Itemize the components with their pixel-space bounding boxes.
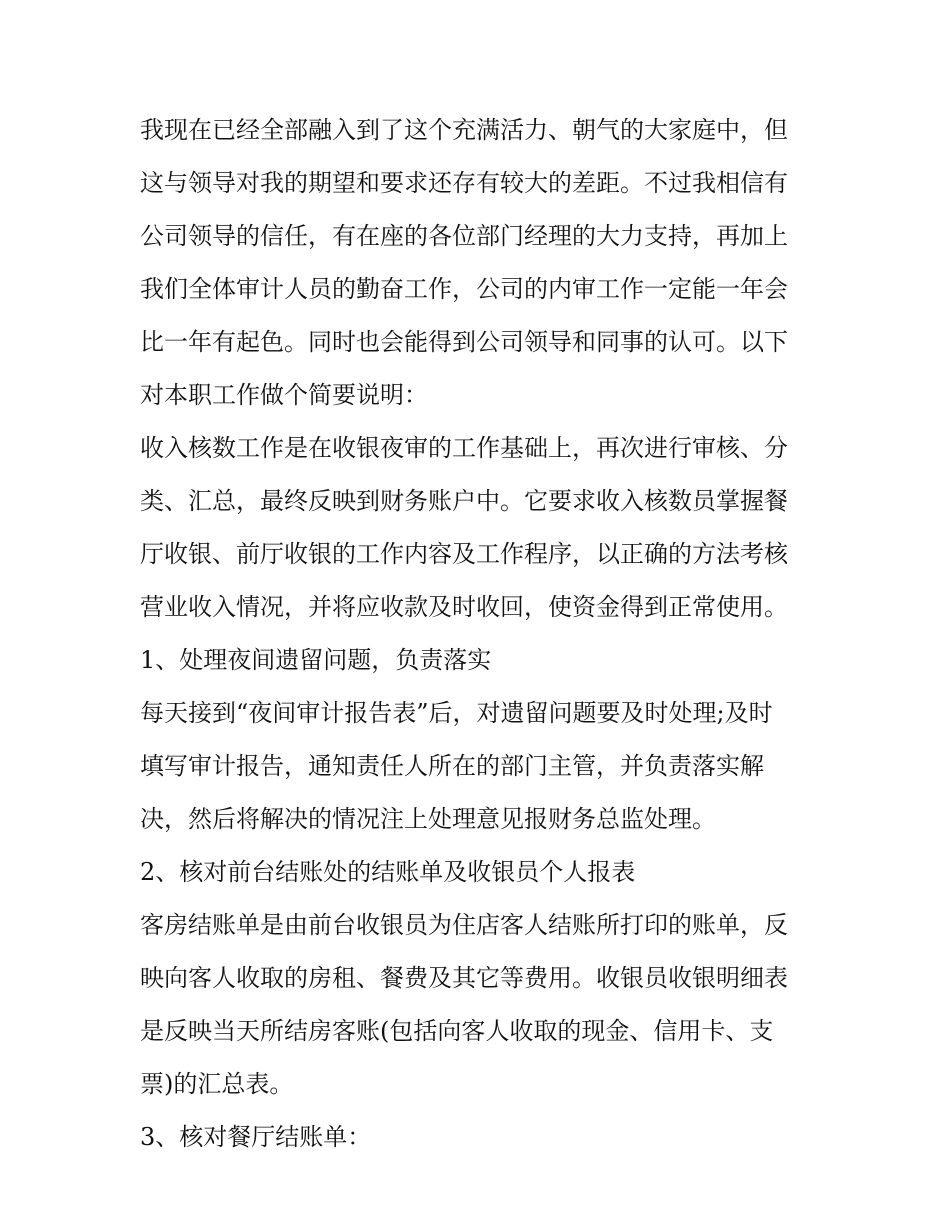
text-line-19: 票)的汇总表。 xyxy=(140,1070,294,1098)
text-line-6: 对本职工作做个简要说明： xyxy=(140,381,428,409)
text-line-14: 决，然后将解决的情况注上处理意见报财务总监处理。 xyxy=(140,805,716,833)
text-line-3: 公司领导的信任，有在座的各位部门经理的大力支持，再加上 xyxy=(140,222,788,250)
text-line-4: 我们全体审计人员的勤奋工作，公司的内审工作一定能一年会 xyxy=(140,275,788,303)
text-line-10: 营业收入情况，并将应收款及时收回，使资金得到正常使用。 xyxy=(140,593,788,621)
document-body xyxy=(140,104,820,1164)
text-line-16: 客房结账单是由前台收银员为住店客人结账所打印的账单，反 xyxy=(140,911,788,939)
section-heading-3: 3、核对餐厅结账单： xyxy=(140,1123,372,1151)
text-line-1: 我现在已经全部融入到了这个充满活力、朝气的大家庭中，但 xyxy=(140,116,788,144)
text-line-18: 是反映当天所结房客账(包括向客人收取的现金、信用卡、支 xyxy=(140,1017,774,1045)
text-line-9: 厅收银、前厅收银的工作内容及工作程序，以正确的方法考核 xyxy=(140,540,788,568)
section-heading-1: 1、处理夜间遗留问题，负责落实 xyxy=(140,646,492,674)
text-line-12: 每天接到“夜间审计报告表”后，对遗留问题要及时处理;及时 xyxy=(140,699,773,727)
text-line-8: 类、汇总，最终反映到财务账户中。它要求收入核数员掌握餐 xyxy=(140,487,788,515)
text-line-7: 收入核数工作是在收银夜审的工作基础上，再次进行审核、分 xyxy=(140,434,788,462)
section-heading-2: 2、核对前台结账处的结账单及收银员个人报表 xyxy=(140,858,636,886)
text-line-17: 映向客人收取的房租、餐费及其它等费用。收银员收银明细表 xyxy=(140,964,788,992)
text-line-13: 填写审计报告，通知责任人所在的部门主管，并负责落实解 xyxy=(140,752,764,780)
text-line-2: 这与领导对我的期望和要求还存有较大的差距。不过我相信有 xyxy=(140,169,788,197)
text-line-5: 比一年有起色。同时也会能得到公司领导和同事的认可。以下 xyxy=(140,328,788,356)
